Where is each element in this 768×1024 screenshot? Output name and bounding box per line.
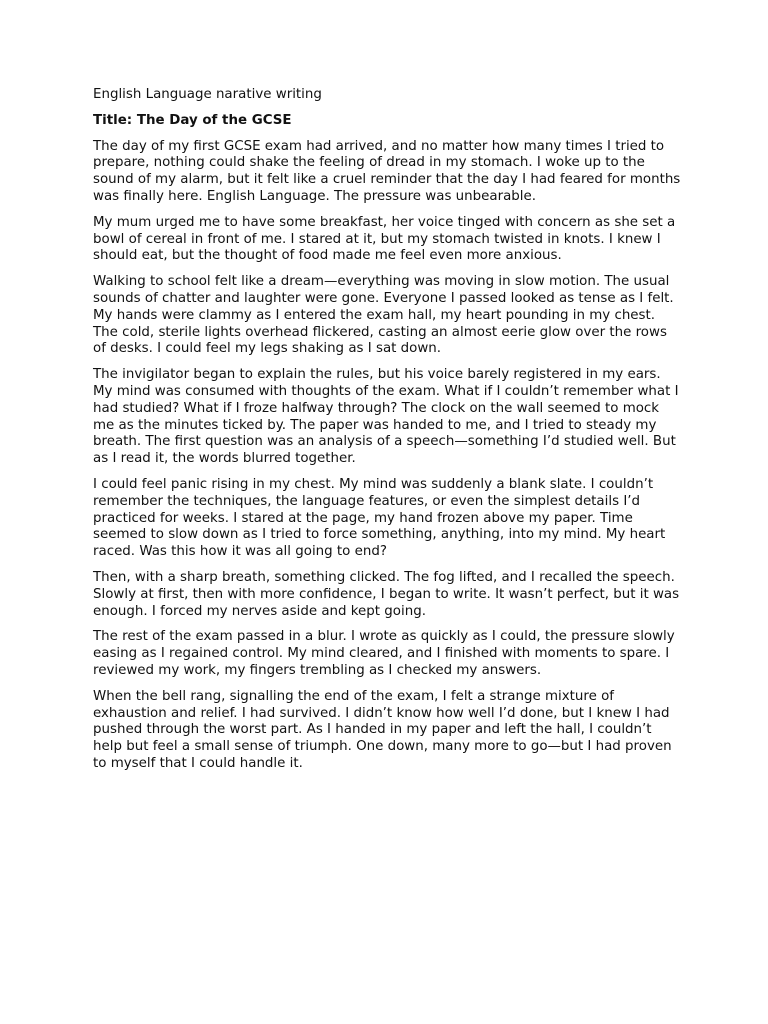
paragraph-5: I could feel panic rising in my chest. My mind was suddenly a blank slate. I couldn’t remember the techniques, the language features, or even the simplest details I’d practiced for weeks. I stared at the page, my hand frozen above my paper. Time seemed to slow down as I tried to force something, anything, into my mind. My heart raced. Was this how it was all going to end? [93, 476, 666, 560]
paragraph-8: When the bell rang, signalling the end of the exam, I felt a strange mixture of exhaustion and relief. I had survived. I didn’t know how well I’d done, but I knew I had pushed through the worst part. As I handed in my paper and left the hall, I couldn’t help but feel a small sense of triumph. One down, many more to go—but I had proven to myself that I could handle it. [93, 688, 672, 771]
document-page [93, 87, 681, 782]
paragraph-2: My mum urged me to have some breakfast, her voice tinged with concern as she set a bowl of cereal in front of me. I stared at it, but my stomach twisted in knots. I knew I should eat, but the thought of food made me feel even more anxious. [93, 214, 676, 264]
document-title: Title: The Day of the GCSE [93, 112, 292, 128]
paragraph-6: Then, with a sharp breath, something clicked. The fog lifted, and I recalled the speech. Slowly at first, then with more confidence, I began to write. It wasn’t perfect, but it was enough. I forced my nerves aside and kept going. [93, 569, 680, 619]
paragraph-7: The rest of the exam passed in a blur. I wrote as quickly as I could, the pressure slowly easing as I regained control. My mind cleared, and I finished with moments to spare. I reviewed my work, my fingers trembling as I checked my answers. [93, 629, 675, 678]
paragraph-4: The invigilator began to explain the rules, but his voice barely registered in my ears. My mind was consumed with thoughts of the exam. What if I couldn’t remember what I had studied? What if I froze halfway through? The clock on the wall seemed to mock me as the minutes ticked by. The paper was handed to me, and I tried to steady my breath. The first question was an analysis of a speech—something I’d studied well. But as I read it, the words blurred together. [93, 367, 679, 467]
paragraph-3: Walking to school felt like a dream—everything was moving in slow motion. The usual sounds of chatter and laughter were gone. Everyone I passed looked as tense as I felt. My hands were clammy as I entered the exam hall, my heart pounding in my chest. The cold, sterile lights overhead flickered, casting an almost eerie glow over the rows of desks. I could feel my legs shaking as I sat down. [93, 274, 674, 357]
paragraph-1: The day of my first GCSE exam had arrived, and no matter how many times I tried to prepare, nothing could shake the feeling of dread in my stomach. I woke up to the sound of my alarm, but it felt like a cruel reminder that the day I had feared for months was finally here. English Language. The pressure was unbearable. [93, 138, 681, 204]
document-subject: English Language narative writing [93, 87, 322, 102]
